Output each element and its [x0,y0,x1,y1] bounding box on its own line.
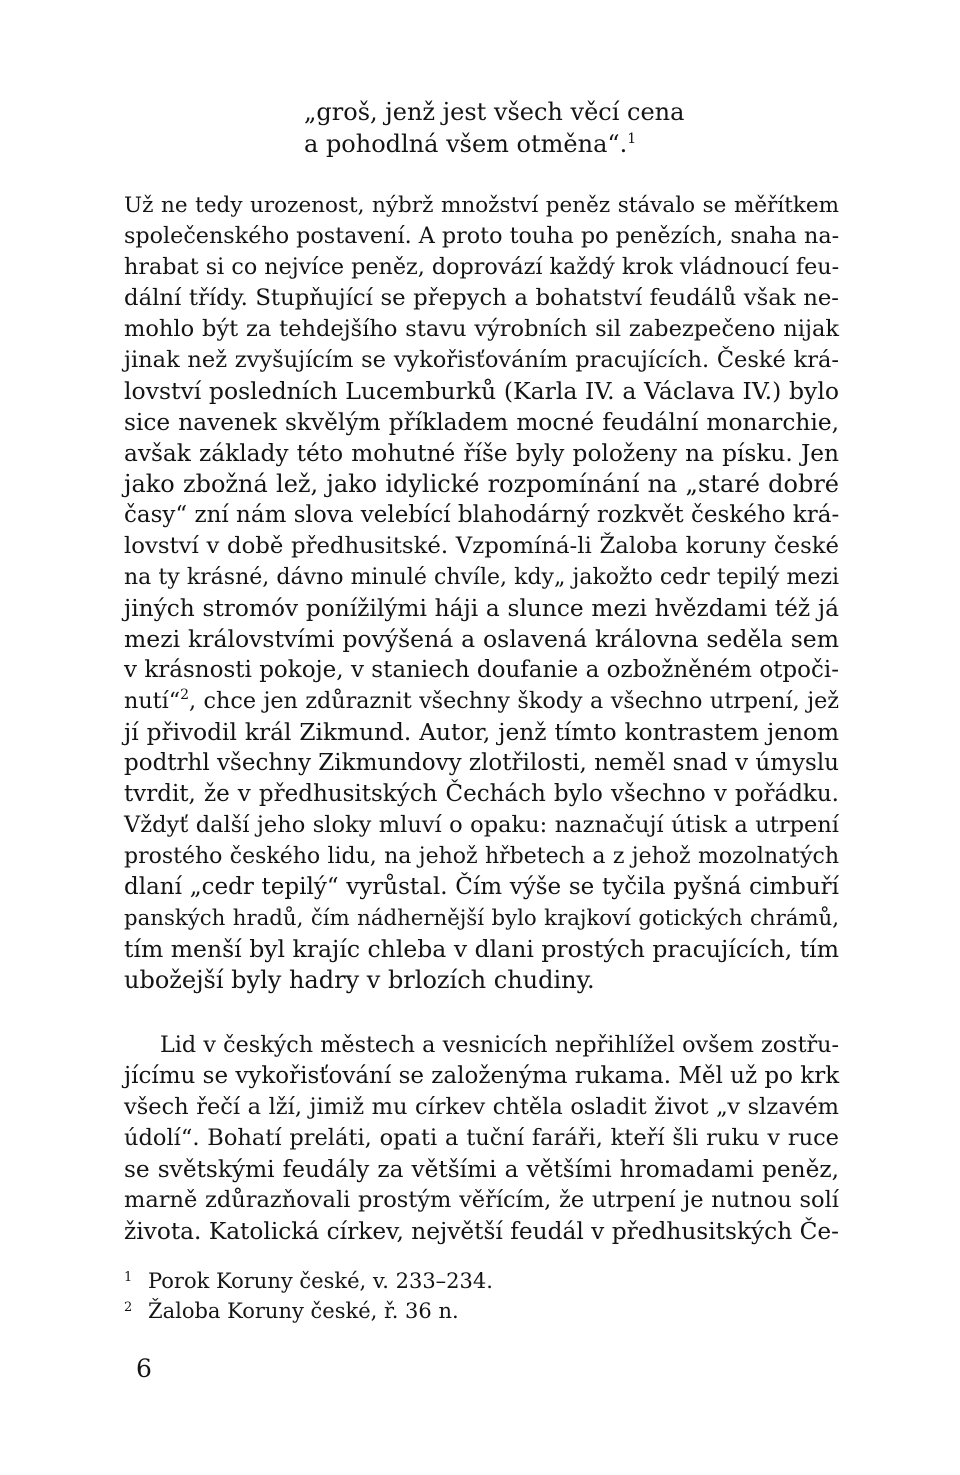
text-line: Lid v českých městech a vesnicích nepřihlížel ovšem zostřu- [160,1032,839,1058]
text-line: mezi královstvími povýšená a oslavená královna seděla sem [124,625,839,653]
footnote-text: Žaloba Koruny české, ř. 36 n. [148,1299,459,1323]
epigraph-quote [304,96,684,160]
text-line: avšak základy této mohutné říše byly položeny na písku. Jen [124,440,839,467]
text-line: v krásnosti pokoje, v staniech doufanie a ozbožněném otpoči- [124,657,839,683]
text-line: jiných stromóv ponížilými háji a slunce mezi hvězdami též já [124,595,839,622]
text-line: sice navenek skvělým příkladem mocné feudální monarchie, [124,409,839,436]
footnote: 1 Porok Koruny české, v. 233–234. [124,1269,493,1293]
text-line: jícímu se vykořisťování se založenýma rukama. Měl už po krk [124,1063,840,1089]
text-line: podtrhl všechny Zikmundovy zlotřilosti, neměl snad v úmyslu [124,750,839,776]
footnote-text: Porok Koruny české, v. 233–234. [148,1269,493,1293]
text-line: hrabat si co nejvíce peněz, doprovází každý krok vládnoucí feu- [124,254,840,280]
text-line: jí přivodil král Zikmund. Autor, jenž tímto kontrastem jenom [124,719,839,746]
text-line: tvrdit, že v předhusitských Čechách bylo všechno v pořádku. [124,781,839,807]
text-line: jako zbožná lež, jako idylické rozpomínání na „staré dobré [124,470,839,498]
epigraph-line: „groš, jenž jest všech věcí cena [304,98,685,126]
footnote: 2 Žaloba Koruny české, ř. 36 n. [124,1299,459,1323]
body-paragraph [124,190,839,996]
text-line: údolí“. Bohatí preláti, opati a tuční faráři, kteří šli ruku v ruce [124,1125,839,1151]
footnotes [124,1266,493,1326]
footnote-reference: 2 [180,687,190,703]
text-line: lovství v době předhusitské. Vzpomíná-li Žaloba koruny české [124,533,839,559]
text-line: dlaní „cedr tepilý“ vyrůstal. Čím výše se tyčila pyšná cimbuří [124,874,839,900]
text-line: marně zdůrazňovali prostým věřícím, že utrpení je nutnou solí [124,1187,839,1213]
text-fragment: , chce jen zdůraznit všechny škody a všechno utrpení, jež [189,688,839,714]
body-paragraph [124,1030,839,1247]
text-fragment: nutí“ [124,688,181,714]
footnote-reference: 1 [627,131,637,147]
text-line: tím menší byl krajíc chleba v dlani prostých pracujících, tím [124,935,839,963]
text-line: jinak než zvyšujícím se vykořisťováním pracujících. České krá- [124,347,839,373]
text-line: dální třídy. Stupňující se přepych a bohatství feudálů však ne- [124,285,839,311]
text-line: se světskými feudály za většími a většími hromadami peněz, [124,1156,839,1183]
text-line: na ty krásné, dávno minulé chvíle, kdy„ jakožto cedr tepilý mezi [124,565,839,590]
text-line: života. Katolická církev, největší feudál v předhusitských Če- [124,1218,839,1245]
epigraph-line [304,128,684,160]
text-line: panských hradů, čím nádhernější bylo krajkoví gotických chrámů, [124,906,839,931]
text-line: mohlo být za tehdejšího stavu výrobních sil zabezpečeno nijak [124,316,839,342]
text-line: lovství posledních Lucemburků (Karla IV. a Václava IV.) bylo [124,377,839,405]
text-line: všech řečí a lží, jimiž mu církev chtěla osladit život „v slzavém [124,1094,839,1120]
text-line [124,686,839,717]
text-line: ubožejší byly hadry v brlozích chudiny. [124,966,595,994]
text-line: Vždyť další jeho sloky mluví o opaku: naznačují útisk a utrpení [124,812,839,838]
text-line: společenského postavení. A proto touha po penězích, snaha na- [124,223,840,249]
epigraph-line-text: a pohodlná všem otměna“. [304,130,628,158]
text-line: Už ne tedy urozenost, nýbrž množství peněz stávalo se měřítkem [124,193,839,218]
page-number: 6 [136,1354,152,1383]
text-line: prostého českého lidu, na jehož hřbetech a z jehož mozolnatých [124,844,839,869]
text-line: časy“ zní nám slova velebící blahodárný rozkvět českého krá- [124,502,840,528]
